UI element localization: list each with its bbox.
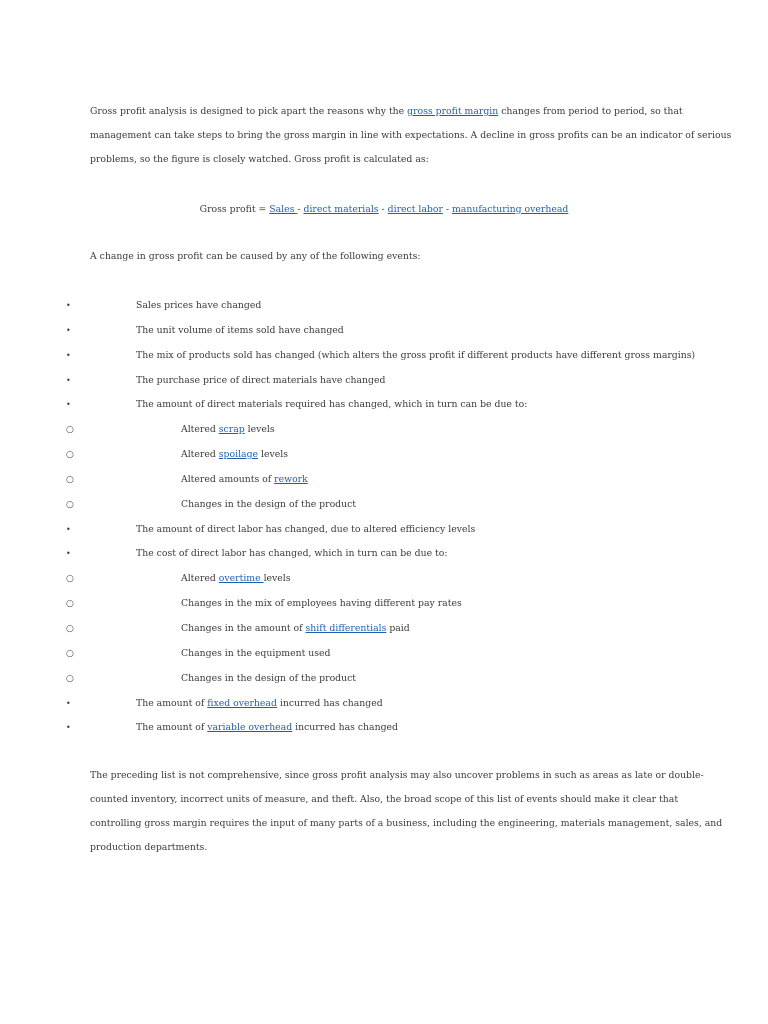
circle-bullet-icon: ○ (66, 425, 74, 436)
list-item-text (136, 716, 398, 741)
bullet-icon: • (66, 723, 71, 733)
gross-profit-margin-link[interactable]: gross profit margin (407, 106, 499, 117)
circle-bullet-icon: ○ (66, 599, 74, 610)
sub-list-item-fragment: Changes in the amount of (181, 622, 306, 634)
bullet-icon: • (66, 325, 71, 335)
circle-bullet-icon: ○ (66, 673, 74, 684)
sub-list-item-fragment: levels (244, 424, 275, 436)
sales-link[interactable]: Sales (269, 204, 298, 215)
list-item (0, 716, 768, 741)
list-item-text: The amount of direct labor has changed, due to altered efficiency levels (136, 523, 476, 535)
sub-list-item-fragment: levels (263, 573, 291, 585)
direct-materials-link[interactable]: direct materials (303, 204, 379, 215)
intro-text: changes from period to period, so that (498, 106, 683, 117)
sub-list-item (0, 642, 768, 667)
sub-list-item (0, 493, 768, 518)
sub-list-item-fragment: Altered (181, 449, 219, 461)
bullet-icon: • (66, 698, 71, 708)
fixed-overhead-link[interactable]: fixed overhead (207, 697, 277, 709)
list-item-text: The mix of products sold has changed (which alters the gross profit if different products have different gross margins) (136, 349, 696, 361)
formula-prefix: Gross profit = (199, 204, 270, 215)
closing-line: counted inventory, incorrect units of measure, and theft. Also, the broad scope of this list of events should make it clear that (90, 794, 679, 805)
list-lead-text: A change in gross profit can be caused by any of the following events: (90, 251, 421, 262)
rework-link[interactable]: rework (274, 473, 308, 485)
list-item-text: The cost of direct labor has changed, which in turn can be due to: (136, 548, 448, 560)
sub-list-item-text (181, 617, 410, 642)
list-item (0, 294, 768, 319)
sub-list-item-fragment: Altered (181, 573, 219, 585)
sub-list-item (0, 443, 768, 468)
sub-list-item (0, 418, 768, 443)
list-item-text: The purchase price of direct materials have changed (136, 374, 386, 386)
sub-list-item (0, 592, 768, 617)
closing-line: production departments. (90, 842, 208, 853)
list-item-text: Sales prices have changed (136, 300, 262, 311)
bullet-icon: • (66, 375, 71, 385)
sub-list-item-text: Changes in the mix of employees having different pay rates (181, 598, 462, 610)
intro-line (90, 100, 690, 124)
list-lead (90, 245, 690, 269)
sub-list-item-text: Changes in the design of the product (181, 498, 357, 510)
closing-line: The preceding list is not comprehensive, since gross profit analysis may also uncover problems in such as areas as late or double- (90, 770, 704, 781)
intro-line: management can take steps to bring the gross margin in line with expectations. A decline in gross profits can be an indicator of serious (90, 130, 732, 141)
list-item (0, 518, 768, 543)
overtime-link[interactable]: overtime (218, 573, 264, 585)
sub-list-item (0, 567, 768, 592)
list-item (0, 692, 768, 717)
events-list (0, 294, 768, 741)
list-item-fragment: incurred has changed (276, 697, 383, 709)
list-item (0, 319, 768, 344)
sub-list-item-text (181, 567, 291, 592)
circle-bullet-icon: ○ (66, 474, 74, 485)
manufacturing-overhead-link[interactable]: manufacturing overhead (451, 204, 569, 215)
bullet-icon: • (66, 524, 71, 534)
variable-overhead-link[interactable]: variable overhead (207, 722, 293, 734)
list-item-fragment: The amount of (136, 722, 208, 734)
list-item (0, 369, 768, 394)
sub-list-item-text (181, 418, 275, 443)
sub-list-item-fragment: Altered amounts of (181, 473, 275, 485)
sub-list-item-text (181, 443, 288, 468)
list-item (0, 344, 768, 369)
list-item-text: The amount of direct materials required has changed, which in turn can be due to: (136, 399, 528, 411)
circle-bullet-icon: ○ (66, 499, 74, 510)
circle-bullet-icon: ○ (66, 450, 74, 461)
list-item-fragment: The amount of (136, 697, 208, 709)
sub-list-item-fragment: Altered (181, 424, 219, 436)
sub-list-item (0, 468, 768, 493)
bullet-icon: • (66, 549, 71, 559)
list-item (0, 542, 768, 567)
sub-list-item-text: Changes in the design of the product (181, 672, 357, 684)
sub-list-item-fragment: levels (258, 449, 288, 461)
shift-differentials-link[interactable]: shift differentials (305, 622, 387, 634)
list-item-fragment: incurred has changed (292, 722, 398, 734)
bullet-icon: • (66, 301, 71, 310)
direct-labor-link[interactable]: direct labor (387, 204, 443, 215)
spoilage-link[interactable]: spoilage (218, 449, 259, 461)
formula-separator: - (297, 204, 304, 215)
bullet-icon: • (66, 350, 71, 360)
intro-line: problems, so the figure is closely watched. Gross profit is calculated as: (90, 154, 429, 165)
list-item (0, 393, 768, 418)
sub-list-item-text: Changes in the equipment used (181, 647, 331, 659)
sub-list-item (0, 617, 768, 642)
circle-bullet-icon: ○ (66, 648, 74, 659)
list-item-text (136, 692, 383, 717)
sub-list-item-text (181, 468, 308, 493)
closing-line: controlling gross margin requires the input of many parts of a business, including the engineering, materials management, sales, and (90, 818, 723, 829)
closing-paragraph (90, 764, 723, 860)
list-item-text: The unit volume of items sold have changed (136, 324, 344, 336)
scrap-link[interactable]: scrap (218, 424, 245, 436)
sub-list-item-fragment: paid (386, 622, 410, 634)
gross-profit-formula (0, 198, 768, 222)
circle-bullet-icon: ○ (66, 574, 74, 585)
intro-paragraph (90, 100, 732, 172)
formula-separator: - (378, 204, 388, 215)
formula-separator: - (442, 204, 452, 215)
bullet-icon: • (66, 400, 71, 410)
intro-text: Gross profit analysis is designed to pick apart the reasons why the (90, 106, 408, 117)
sub-list-item (0, 667, 768, 692)
circle-bullet-icon: ○ (66, 623, 74, 634)
